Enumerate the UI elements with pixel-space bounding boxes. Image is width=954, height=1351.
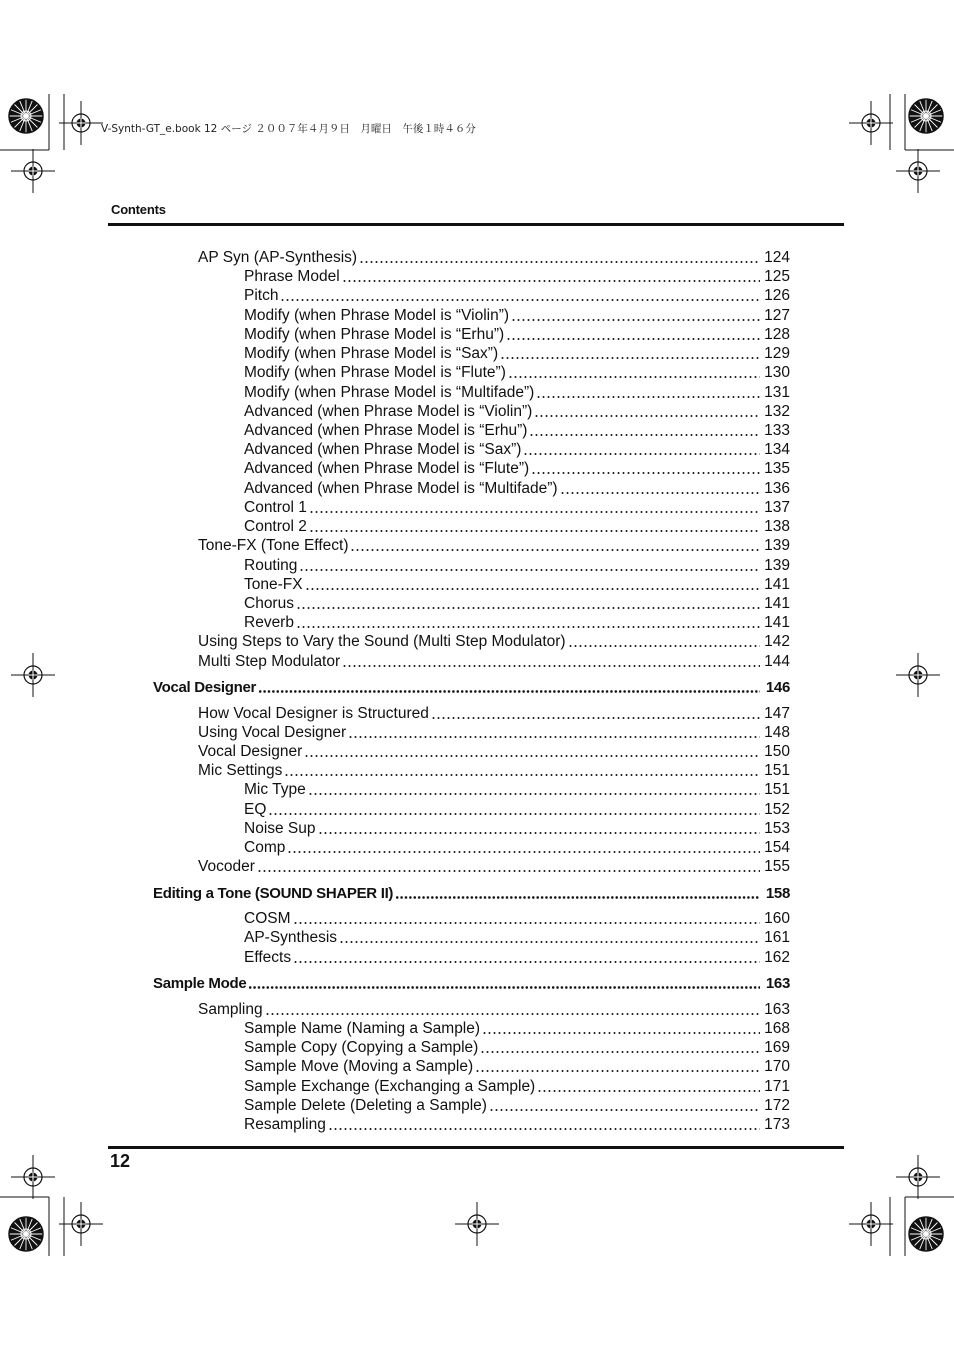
toc-entry[interactable] [244, 556, 790, 575]
toc-entry-title: Sampling [198, 1000, 263, 1018]
toc-entry-title: Sample Name (Naming a Sample) [244, 1019, 481, 1037]
toc-entry-page: 127 [764, 306, 790, 324]
toc-entry-title: Effects [244, 948, 292, 966]
dot-leader [257, 870, 760, 872]
toc-entry[interactable] [244, 613, 790, 632]
dot-leader [305, 588, 760, 590]
toc-entry[interactable] [244, 909, 790, 928]
toc-entry[interactable] [198, 536, 790, 555]
toc-entry[interactable] [244, 479, 790, 498]
toc-entry[interactable] [244, 363, 790, 382]
toc-entry-page: 139 [764, 537, 790, 555]
dot-leader [482, 1032, 760, 1034]
toc-entry-title: Advanced (when Phrase Model is “Sax”) [244, 441, 522, 459]
toc-entry-page: 153 [764, 819, 790, 837]
toc-entry-page: 155 [764, 858, 790, 876]
toc-entry[interactable] [244, 306, 790, 325]
toc-entry-title: Using Steps to Vary the Sound (Multi Step Modulator) [198, 633, 566, 651]
section-label: Contents [111, 202, 166, 217]
toc-entry-title: Noise Sup [244, 819, 316, 837]
toc-entry-title: COSM [244, 910, 291, 928]
toc-entry[interactable] [244, 383, 790, 402]
dot-leader [568, 645, 760, 647]
toc-entry-title: Vocal Designer [153, 679, 257, 697]
toc-entry-page: 141 [764, 614, 790, 632]
toc-entry-page: 172 [764, 1096, 790, 1114]
toc-entry-title: Phrase Model [244, 268, 340, 286]
toc-entry[interactable] [244, 421, 790, 440]
toc-entry-title: Modify (when Phrase Model is “Violin”) [244, 306, 510, 324]
dot-leader [339, 941, 760, 943]
toc-entry[interactable] [244, 928, 790, 947]
dot-leader [309, 530, 760, 532]
toc-entry[interactable] [244, 459, 790, 478]
toc-entry-title: Modify (when Phrase Model is “Multifade”) [244, 383, 535, 401]
toc-entry-page: 144 [764, 652, 790, 670]
toc-entry-page: 148 [764, 723, 790, 741]
dot-leader [431, 717, 760, 719]
toc-entry[interactable] [244, 838, 790, 857]
footer-rule [108, 1146, 844, 1149]
toc-entry[interactable] [198, 742, 790, 761]
toc-entry-title: Modify (when Phrase Model is “Erhu”) [244, 325, 505, 343]
toc-entry-title: Reverb [244, 614, 294, 632]
toc-entry-page: 137 [764, 498, 790, 516]
dot-leader [280, 299, 760, 301]
dot-leader [258, 690, 760, 693]
toc-entry-page: 134 [764, 441, 790, 459]
toc-entry-page: 151 [764, 762, 790, 780]
toc-entry[interactable] [244, 325, 790, 344]
toc-entry-page: 129 [764, 345, 790, 363]
print-info: V-Synth-GT_e.book 12 ページ ２００７年４月９日 月曜日 午後１時４６分 [101, 123, 476, 135]
dot-leader [511, 319, 760, 321]
dot-leader [328, 1128, 760, 1130]
toc-entry[interactable] [244, 1038, 790, 1057]
toc-entry-page: 170 [764, 1058, 790, 1076]
dot-leader [531, 472, 760, 474]
toc-entry-page: 139 [764, 556, 790, 574]
toc-entry-title: Editing a Tone (SOUND SHAPER II) [153, 885, 394, 903]
toc-entry[interactable] [198, 632, 790, 651]
page-number: 12 [110, 1151, 131, 1171]
dot-leader [534, 415, 760, 417]
toc-entry[interactable] [244, 575, 790, 594]
dot-leader [506, 338, 760, 340]
dot-leader [348, 736, 760, 738]
toc-entry-title: How Vocal Designer is Structured [198, 704, 429, 722]
toc-entry[interactable] [244, 344, 790, 363]
toc-entry[interactable] [198, 723, 790, 742]
toc-chapter[interactable] [153, 974, 790, 993]
toc-entry[interactable] [198, 857, 790, 876]
toc-entry[interactable] [244, 1115, 790, 1134]
toc-chapter[interactable] [153, 884, 790, 903]
dot-leader [536, 396, 760, 398]
toc-entry-title: Vocal Designer [198, 743, 303, 760]
toc-entry-page: 138 [764, 518, 790, 536]
toc-entry-page: 125 [764, 268, 790, 286]
toc-entry[interactable] [244, 267, 790, 286]
toc-entry-title: Control 1 [244, 498, 307, 516]
toc-entry-title: Pitch [244, 287, 279, 305]
dot-leader [299, 569, 760, 571]
dot-leader [296, 626, 760, 628]
toc-entry-title: Advanced (when Phrase Model is “Violin”) [244, 402, 533, 420]
toc-entry-page: 124 [764, 249, 790, 266]
toc-entry-page: 147 [764, 704, 790, 722]
dot-leader [318, 832, 760, 834]
toc-entry-page: 154 [764, 839, 790, 857]
toc-entry[interactable] [198, 704, 790, 723]
toc-entry-title: Vocoder [198, 858, 255, 876]
toc-entry-page: 169 [764, 1039, 790, 1057]
toc-entry-title: Using Vocal Designer [198, 723, 347, 741]
dot-leader [284, 774, 760, 776]
toc-entry-page: 136 [764, 479, 790, 497]
toc-entry-title: AP Syn (AP-Synthesis) [198, 249, 358, 266]
toc-entry[interactable] [198, 248, 790, 267]
dot-leader [537, 1090, 760, 1092]
toc-entry-page: 163 [764, 1000, 790, 1018]
toc-entry-title: Comp [244, 839, 286, 857]
toc-entry-page: 141 [764, 594, 790, 612]
toc-entry-title: Advanced (when Phrase Model is “Multifade”) [244, 479, 558, 497]
toc-entry[interactable] [198, 652, 790, 671]
toc-entry[interactable] [244, 780, 790, 799]
toc-entry-title: EQ [244, 800, 267, 818]
dot-leader [293, 961, 760, 963]
toc-entry-page: 150 [764, 743, 790, 760]
toc-entry-title: Sample Mode [153, 975, 247, 993]
toc-entry[interactable] [244, 440, 790, 459]
toc-entry-page: 128 [764, 325, 790, 343]
dot-leader [359, 261, 760, 263]
toc-entry[interactable] [244, 402, 790, 421]
dot-leader [395, 896, 760, 899]
toc-entry-page: 133 [764, 421, 790, 439]
dot-leader [523, 453, 760, 455]
toc-entry-page: 130 [764, 364, 790, 382]
toc-entry[interactable] [244, 1077, 790, 1096]
toc-entry[interactable] [244, 800, 790, 819]
toc-entry-page: 171 [764, 1077, 790, 1095]
dot-leader [308, 793, 760, 795]
dot-leader [500, 357, 760, 359]
toc-entry[interactable] [244, 498, 790, 517]
dot-leader [475, 1070, 760, 1072]
toc-entry-title: AP-Synthesis [244, 929, 338, 947]
toc-entry-page: 158 [765, 885, 790, 903]
toc-entry[interactable] [244, 948, 790, 967]
dot-leader [489, 1109, 760, 1111]
toc-entry-page: 141 [764, 575, 790, 593]
toc-entry-title: Sample Copy (Copying a Sample) [244, 1039, 479, 1057]
toc-entry-page: 126 [764, 287, 790, 305]
toc-entry[interactable] [244, 1057, 790, 1076]
toc-entry-page: 173 [764, 1115, 790, 1133]
toc-entry-title: Tone-FX [244, 575, 303, 593]
toc-entry-page: 160 [764, 910, 790, 928]
toc-entry-title: Resampling [244, 1115, 326, 1133]
dot-leader [560, 492, 760, 494]
toc-entry[interactable] [244, 286, 790, 305]
dot-leader [248, 986, 760, 989]
dot-leader [309, 511, 760, 513]
dot-leader [508, 376, 760, 378]
toc-entry-title: Multi Step Modulator [198, 652, 341, 670]
dot-leader [287, 851, 760, 853]
toc-entry-page: 168 [764, 1019, 790, 1037]
toc-entry-page: 161 [764, 929, 790, 947]
toc-entry-page: 163 [765, 975, 790, 993]
toc-entry-page: 135 [764, 460, 790, 478]
toc-entry-title: Mic Settings [198, 762, 283, 780]
toc-entry-page: 151 [764, 781, 790, 799]
toc-entry-page: 146 [765, 679, 790, 697]
toc-entry-title: Advanced (when Phrase Model is “Erhu”) [244, 421, 528, 439]
toc-entry-page: 142 [764, 633, 790, 651]
toc-entry-title: Advanced (when Phrase Model is “Flute”) [244, 460, 530, 478]
toc-entry-title: Modify (when Phrase Model is “Sax”) [244, 345, 499, 363]
dot-leader [293, 922, 761, 924]
dot-leader [529, 434, 760, 436]
toc-chapter[interactable] [153, 678, 790, 697]
toc-entry[interactable] [244, 1019, 790, 1038]
toc-entry-title: Tone-FX (Tone Effect) [198, 537, 349, 555]
toc-entry[interactable] [244, 1096, 790, 1115]
dot-leader [350, 549, 760, 551]
dot-leader [480, 1051, 760, 1053]
toc-entry-title: Control 2 [244, 518, 307, 536]
toc-entry[interactable] [198, 761, 790, 780]
toc-entry-title: Chorus [244, 594, 294, 612]
toc-entry-page: 132 [764, 402, 790, 420]
dot-leader [265, 1013, 760, 1015]
toc-entry-title: Routing [244, 556, 298, 574]
toc-entry[interactable] [244, 594, 790, 613]
toc-entry-title: Sample Delete (Deleting a Sample) [244, 1096, 487, 1114]
toc-entry[interactable] [244, 819, 790, 838]
toc-entry-page: 152 [764, 800, 790, 818]
dot-leader [268, 813, 760, 815]
dot-leader [342, 665, 760, 667]
toc-entry[interactable] [198, 1000, 790, 1019]
toc-entry-title: Sample Move (Moving a Sample) [244, 1058, 474, 1076]
toc-entry-title: Mic Type [244, 781, 306, 799]
toc-entry-page: 131 [764, 383, 790, 401]
dot-leader [304, 755, 760, 757]
dot-leader [296, 607, 760, 609]
toc-entry-title: Modify (when Phrase Model is “Flute”) [244, 364, 506, 382]
toc-entry-title: Sample Exchange (Exchanging a Sample) [244, 1077, 536, 1095]
toc-entry[interactable] [244, 517, 790, 536]
toc-entry-page: 162 [764, 948, 790, 966]
dot-leader [342, 280, 760, 282]
